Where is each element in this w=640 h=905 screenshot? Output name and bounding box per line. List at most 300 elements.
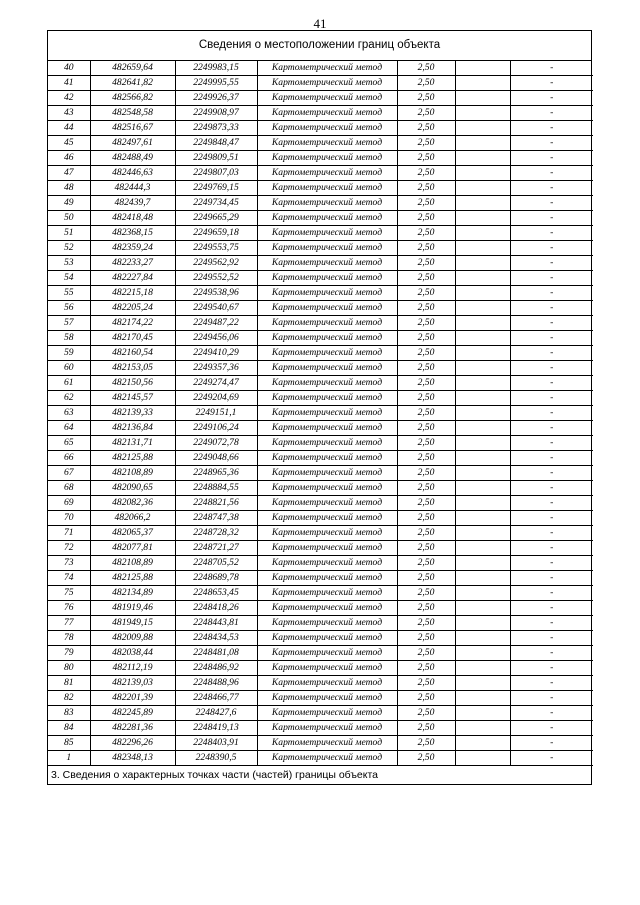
cell-y-coordinate: 2248747,38 <box>175 511 257 526</box>
cell-accuracy: 2,50 <box>397 616 455 631</box>
cell-method: Картометрический метод <box>257 271 397 286</box>
cell-description: - <box>510 406 593 421</box>
cell-x-coordinate: 482066,2 <box>90 511 175 526</box>
cell-accuracy: 2,50 <box>397 106 455 121</box>
cell-method: Картометрический метод <box>257 196 397 211</box>
cell-x-coordinate: 482659,64 <box>90 61 175 76</box>
cell-x-coordinate: 482009,88 <box>90 631 175 646</box>
cell-description: - <box>510 511 593 526</box>
cell-method: Картометрический метод <box>257 421 397 436</box>
cell-x-coordinate: 482439,7 <box>90 196 175 211</box>
cell-description: - <box>510 196 593 211</box>
cell-method: Картометрический метод <box>257 436 397 451</box>
cell-accuracy: 2,50 <box>397 361 455 376</box>
cell-extra <box>455 451 510 466</box>
cell-y-coordinate: 2249072,78 <box>175 436 257 451</box>
cell-method: Картометрический метод <box>257 736 397 751</box>
table-row <box>48 736 593 751</box>
cell-y-coordinate: 2248728,32 <box>175 526 257 541</box>
cell-method: Картометрический метод <box>257 721 397 736</box>
cell-y-coordinate: 2248486,92 <box>175 661 257 676</box>
cell-x-coordinate: 482134,89 <box>90 586 175 601</box>
cell-description: - <box>510 211 593 226</box>
cell-method: Картометрический метод <box>257 346 397 361</box>
cell-extra <box>455 346 510 361</box>
cell-y-coordinate: 2249357,36 <box>175 361 257 376</box>
cell-accuracy: 2,50 <box>397 451 455 466</box>
cell-x-coordinate: 482125,88 <box>90 571 175 586</box>
cell-accuracy: 2,50 <box>397 286 455 301</box>
cell-extra <box>455 661 510 676</box>
cell-point-number: 60 <box>48 361 90 376</box>
cell-method: Картометрический метод <box>257 61 397 76</box>
table-row <box>48 391 593 406</box>
cell-extra <box>455 271 510 286</box>
table-row <box>48 496 593 511</box>
table-row <box>48 751 593 766</box>
cell-x-coordinate: 482125,88 <box>90 451 175 466</box>
cell-method: Картометрический метод <box>257 601 397 616</box>
table-row <box>48 526 593 541</box>
cell-x-coordinate: 482108,89 <box>90 556 175 571</box>
cell-point-number: 59 <box>48 346 90 361</box>
cell-extra <box>455 736 510 751</box>
cell-y-coordinate: 2249734,45 <box>175 196 257 211</box>
cell-accuracy: 2,50 <box>397 481 455 496</box>
cell-y-coordinate: 2249983,15 <box>175 61 257 76</box>
table-row <box>48 541 593 556</box>
cell-accuracy: 2,50 <box>397 256 455 271</box>
cell-point-number: 78 <box>48 631 90 646</box>
cell-extra <box>455 511 510 526</box>
cell-x-coordinate: 482368,15 <box>90 226 175 241</box>
cell-point-number: 42 <box>48 91 90 106</box>
cell-method: Картометрический метод <box>257 106 397 121</box>
cell-description: - <box>510 526 593 541</box>
table-row <box>48 466 593 481</box>
cell-description: - <box>510 481 593 496</box>
cell-accuracy: 2,50 <box>397 571 455 586</box>
cell-description: - <box>510 721 593 736</box>
cell-x-coordinate: 482170,45 <box>90 331 175 346</box>
cell-y-coordinate: 2248466,77 <box>175 691 257 706</box>
table-row <box>48 136 593 151</box>
cell-extra <box>455 646 510 661</box>
table-row <box>48 631 593 646</box>
cell-accuracy: 2,50 <box>397 76 455 91</box>
table-row <box>48 226 593 241</box>
cell-y-coordinate: 2248419,13 <box>175 721 257 736</box>
cell-y-coordinate: 2249926,37 <box>175 91 257 106</box>
cell-x-coordinate: 482444,3 <box>90 181 175 196</box>
cell-y-coordinate: 2248965,36 <box>175 466 257 481</box>
table-row <box>48 481 593 496</box>
cell-x-coordinate: 482077,81 <box>90 541 175 556</box>
cell-accuracy: 2,50 <box>397 721 455 736</box>
cell-y-coordinate: 2248427,6 <box>175 706 257 721</box>
cell-description: - <box>510 376 593 391</box>
cell-x-coordinate: 482418,48 <box>90 211 175 226</box>
cell-x-coordinate: 482174,22 <box>90 316 175 331</box>
cell-extra <box>455 586 510 601</box>
cell-point-number: 69 <box>48 496 90 511</box>
cell-x-coordinate: 482215,18 <box>90 286 175 301</box>
cell-extra <box>455 181 510 196</box>
cell-description: - <box>510 616 593 631</box>
table-row <box>48 571 593 586</box>
table-row <box>48 286 593 301</box>
cell-point-number: 55 <box>48 286 90 301</box>
table-row <box>48 586 593 601</box>
cell-extra <box>455 376 510 391</box>
cell-accuracy: 2,50 <box>397 136 455 151</box>
cell-method: Картометрический метод <box>257 541 397 556</box>
cell-x-coordinate: 482245,89 <box>90 706 175 721</box>
table-row <box>48 61 593 76</box>
cell-x-coordinate: 482038,44 <box>90 646 175 661</box>
cell-y-coordinate: 2248689,78 <box>175 571 257 586</box>
cell-description: - <box>510 451 593 466</box>
cell-x-coordinate: 482497,61 <box>90 136 175 151</box>
cell-accuracy: 2,50 <box>397 676 455 691</box>
cell-method: Картометрический метод <box>257 91 397 106</box>
cell-extra <box>455 691 510 706</box>
table-row <box>48 691 593 706</box>
cell-extra <box>455 241 510 256</box>
cell-point-number: 79 <box>48 646 90 661</box>
cell-extra <box>455 601 510 616</box>
cell-point-number: 80 <box>48 661 90 676</box>
cell-extra <box>455 406 510 421</box>
cell-method: Картометрический метод <box>257 571 397 586</box>
table-row <box>48 301 593 316</box>
table-row <box>48 196 593 211</box>
cell-extra <box>455 226 510 241</box>
cell-extra <box>455 421 510 436</box>
table-row <box>48 451 593 466</box>
cell-x-coordinate: 482160,54 <box>90 346 175 361</box>
table-row <box>48 91 593 106</box>
coordinates-table-body <box>48 61 593 766</box>
cell-x-coordinate: 482131,71 <box>90 436 175 451</box>
table-row <box>48 706 593 721</box>
table-row <box>48 271 593 286</box>
cell-description: - <box>510 751 593 766</box>
cell-description: - <box>510 286 593 301</box>
cell-point-number: 85 <box>48 736 90 751</box>
cell-extra <box>455 151 510 166</box>
cell-extra <box>455 436 510 451</box>
cell-accuracy: 2,50 <box>397 556 455 571</box>
table-row <box>48 121 593 136</box>
cell-y-coordinate: 2249274,47 <box>175 376 257 391</box>
cell-description: - <box>510 181 593 196</box>
cell-method: Картометрический метод <box>257 691 397 706</box>
cell-point-number: 49 <box>48 196 90 211</box>
cell-accuracy: 2,50 <box>397 151 455 166</box>
cell-description: - <box>510 226 593 241</box>
cell-accuracy: 2,50 <box>397 406 455 421</box>
cell-extra <box>455 121 510 136</box>
cell-y-coordinate: 2249553,75 <box>175 241 257 256</box>
cell-method: Картометрический метод <box>257 316 397 331</box>
cell-method: Картометрический метод <box>257 646 397 661</box>
cell-method: Картометрический метод <box>257 556 397 571</box>
cell-x-coordinate: 482153,05 <box>90 361 175 376</box>
cell-point-number: 76 <box>48 601 90 616</box>
cell-x-coordinate: 482548,58 <box>90 106 175 121</box>
cell-method: Картометрический метод <box>257 706 397 721</box>
cell-point-number: 56 <box>48 301 90 316</box>
cell-description: - <box>510 586 593 601</box>
cell-point-number: 74 <box>48 571 90 586</box>
cell-y-coordinate: 2249048,66 <box>175 451 257 466</box>
cell-accuracy: 2,50 <box>397 391 455 406</box>
cell-x-coordinate: 482233,27 <box>90 256 175 271</box>
cell-x-coordinate: 482108,89 <box>90 466 175 481</box>
cell-accuracy: 2,50 <box>397 316 455 331</box>
cell-method: Картометрический метод <box>257 136 397 151</box>
cell-x-coordinate: 482136,84 <box>90 421 175 436</box>
cell-method: Картометрический метод <box>257 211 397 226</box>
cell-method: Картометрический метод <box>257 496 397 511</box>
cell-method: Картометрический метод <box>257 466 397 481</box>
cell-y-coordinate: 2249873,33 <box>175 121 257 136</box>
cell-x-coordinate: 482201,39 <box>90 691 175 706</box>
cell-description: - <box>510 631 593 646</box>
table-row <box>48 376 593 391</box>
cell-extra <box>455 571 510 586</box>
cell-extra <box>455 331 510 346</box>
cell-method: Картометрический метод <box>257 676 397 691</box>
table-row <box>48 676 593 691</box>
cell-description: - <box>510 106 593 121</box>
cell-extra <box>455 751 510 766</box>
cell-accuracy: 2,50 <box>397 211 455 226</box>
cell-point-number: 52 <box>48 241 90 256</box>
cell-description: - <box>510 496 593 511</box>
cell-point-number: 48 <box>48 181 90 196</box>
table-row <box>48 436 593 451</box>
cell-extra <box>455 166 510 181</box>
cell-x-coordinate: 482139,03 <box>90 676 175 691</box>
cell-y-coordinate: 2248481,08 <box>175 646 257 661</box>
cell-description: - <box>510 241 593 256</box>
cell-extra <box>455 556 510 571</box>
cell-description: - <box>510 541 593 556</box>
cell-extra <box>455 391 510 406</box>
cell-accuracy: 2,50 <box>397 241 455 256</box>
cell-accuracy: 2,50 <box>397 631 455 646</box>
table-row <box>48 241 593 256</box>
cell-accuracy: 2,50 <box>397 496 455 511</box>
cell-point-number: 75 <box>48 586 90 601</box>
cell-accuracy: 2,50 <box>397 646 455 661</box>
cell-point-number: 70 <box>48 511 90 526</box>
cell-method: Картометрический метод <box>257 166 397 181</box>
cell-accuracy: 2,50 <box>397 421 455 436</box>
cell-method: Картометрический метод <box>257 256 397 271</box>
cell-x-coordinate: 482446,63 <box>90 166 175 181</box>
table-row <box>48 556 593 571</box>
cell-method: Картометрический метод <box>257 586 397 601</box>
cell-description: - <box>510 661 593 676</box>
cell-x-coordinate: 482145,57 <box>90 391 175 406</box>
cell-point-number: 81 <box>48 676 90 691</box>
cell-extra <box>455 466 510 481</box>
cell-extra <box>455 76 510 91</box>
cell-description: - <box>510 736 593 751</box>
cell-point-number: 62 <box>48 391 90 406</box>
cell-accuracy: 2,50 <box>397 466 455 481</box>
cell-point-number: 40 <box>48 61 90 76</box>
cell-y-coordinate: 2248653,45 <box>175 586 257 601</box>
table-row <box>48 421 593 436</box>
cell-y-coordinate: 2248488,96 <box>175 676 257 691</box>
table-row <box>48 166 593 181</box>
cell-accuracy: 2,50 <box>397 691 455 706</box>
table-row <box>48 721 593 736</box>
cell-description: - <box>510 361 593 376</box>
cell-extra <box>455 721 510 736</box>
cell-y-coordinate: 2248443,81 <box>175 616 257 631</box>
table-row <box>48 646 593 661</box>
cell-point-number: 61 <box>48 376 90 391</box>
cell-extra <box>455 211 510 226</box>
table-row <box>48 361 593 376</box>
cell-point-number: 83 <box>48 706 90 721</box>
cell-y-coordinate: 2249540,67 <box>175 301 257 316</box>
cell-extra <box>455 196 510 211</box>
cell-method: Картометрический метод <box>257 661 397 676</box>
cell-description: - <box>510 466 593 481</box>
cell-point-number: 73 <box>48 556 90 571</box>
cell-extra <box>455 616 510 631</box>
cell-y-coordinate: 2248721,27 <box>175 541 257 556</box>
cell-extra <box>455 136 510 151</box>
cell-accuracy: 2,50 <box>397 271 455 286</box>
cell-description: - <box>510 121 593 136</box>
cell-x-coordinate: 481919,46 <box>90 601 175 616</box>
cell-extra <box>455 676 510 691</box>
cell-extra <box>455 541 510 556</box>
cell-y-coordinate: 2249665,29 <box>175 211 257 226</box>
cell-method: Картометрический метод <box>257 226 397 241</box>
cell-description: - <box>510 646 593 661</box>
cell-x-coordinate: 482112,19 <box>90 661 175 676</box>
cell-x-coordinate: 482205,24 <box>90 301 175 316</box>
cell-method: Картометрический метод <box>257 751 397 766</box>
cell-description: - <box>510 136 593 151</box>
table-row <box>48 151 593 166</box>
table-row <box>48 661 593 676</box>
cell-x-coordinate: 482139,33 <box>90 406 175 421</box>
cell-y-coordinate: 2249908,97 <box>175 106 257 121</box>
table-row <box>48 316 593 331</box>
cell-method: Картометрический метод <box>257 241 397 256</box>
cell-method: Картометрический метод <box>257 301 397 316</box>
cell-extra <box>455 91 510 106</box>
cell-x-coordinate: 482641,82 <box>90 76 175 91</box>
cell-point-number: 46 <box>48 151 90 166</box>
cell-y-coordinate: 2249204,69 <box>175 391 257 406</box>
cell-method: Картометрический метод <box>257 406 397 421</box>
coordinates-table <box>48 61 593 766</box>
cell-method: Картометрический метод <box>257 121 397 136</box>
cell-y-coordinate: 2248418,26 <box>175 601 257 616</box>
cell-y-coordinate: 2249487,22 <box>175 316 257 331</box>
cell-extra <box>455 481 510 496</box>
cell-y-coordinate: 2249807,03 <box>175 166 257 181</box>
table-row <box>48 211 593 226</box>
cell-accuracy: 2,50 <box>397 751 455 766</box>
table-row <box>48 256 593 271</box>
cell-y-coordinate: 2248821,56 <box>175 496 257 511</box>
cell-accuracy: 2,50 <box>397 511 455 526</box>
table-row <box>48 76 593 91</box>
cell-method: Картометрический метод <box>257 331 397 346</box>
cell-method: Картометрический метод <box>257 631 397 646</box>
cell-point-number: 41 <box>48 76 90 91</box>
cell-method: Картометрический метод <box>257 76 397 91</box>
table-row <box>48 601 593 616</box>
cell-description: - <box>510 691 593 706</box>
cell-extra <box>455 496 510 511</box>
cell-description: - <box>510 676 593 691</box>
cell-description: - <box>510 391 593 406</box>
cell-extra <box>455 301 510 316</box>
table-row <box>48 511 593 526</box>
cell-method: Картометрический метод <box>257 286 397 301</box>
cell-method: Картометрический метод <box>257 616 397 631</box>
cell-y-coordinate: 2249562,92 <box>175 256 257 271</box>
cell-point-number: 84 <box>48 721 90 736</box>
cell-y-coordinate: 2248434,53 <box>175 631 257 646</box>
cell-method: Картометрический метод <box>257 376 397 391</box>
table-row <box>48 331 593 346</box>
cell-point-number: 77 <box>48 616 90 631</box>
cell-x-coordinate: 482281,36 <box>90 721 175 736</box>
cell-accuracy: 2,50 <box>397 226 455 241</box>
cell-description: - <box>510 316 593 331</box>
cell-extra <box>455 61 510 76</box>
cell-y-coordinate: 2249106,24 <box>175 421 257 436</box>
cell-y-coordinate: 2248705,52 <box>175 556 257 571</box>
cell-extra <box>455 316 510 331</box>
cell-description: - <box>510 76 593 91</box>
cell-extra <box>455 526 510 541</box>
cell-y-coordinate: 2249151,1 <box>175 406 257 421</box>
cell-accuracy: 2,50 <box>397 166 455 181</box>
cell-x-coordinate: 482296,26 <box>90 736 175 751</box>
cell-point-number: 54 <box>48 271 90 286</box>
cell-description: - <box>510 436 593 451</box>
cell-description: - <box>510 301 593 316</box>
cell-point-number: 51 <box>48 226 90 241</box>
cell-accuracy: 2,50 <box>397 601 455 616</box>
cell-point-number: 64 <box>48 421 90 436</box>
cell-x-coordinate: 482227,84 <box>90 271 175 286</box>
cell-accuracy: 2,50 <box>397 301 455 316</box>
cell-y-coordinate: 2249538,96 <box>175 286 257 301</box>
cell-y-coordinate: 2249410,29 <box>175 346 257 361</box>
table-row <box>48 106 593 121</box>
cell-y-coordinate: 2248884,55 <box>175 481 257 496</box>
cell-accuracy: 2,50 <box>397 706 455 721</box>
cell-extra <box>455 256 510 271</box>
cell-x-coordinate: 482150,56 <box>90 376 175 391</box>
cell-method: Картометрический метод <box>257 151 397 166</box>
